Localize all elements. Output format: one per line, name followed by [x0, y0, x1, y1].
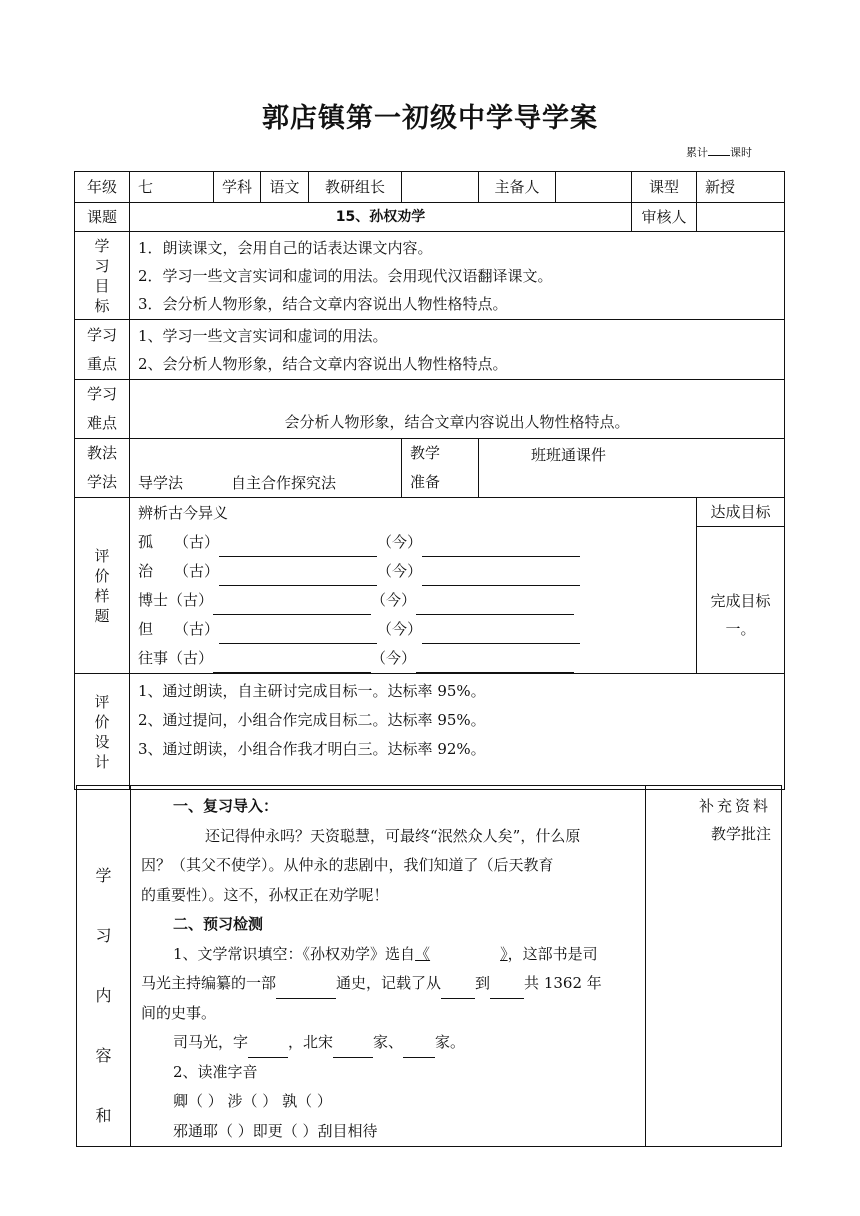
- target-value: 完成目标一。: [710, 592, 771, 638]
- question-literature: 马光主持编纂的一部 通史，记载了从 到 共 1362 年: [141, 969, 637, 999]
- review-paragraph: 的重要性）。这不，孙权正在劝学呢！: [141, 885, 389, 904]
- objective-item: 2．学习一些文言实词和虚词的用法。会用现代汉语翻译课文。: [138, 266, 553, 285]
- ancient-blank[interactable]: [219, 625, 377, 644]
- grade-value[interactable]: 七: [130, 172, 214, 203]
- question-literature: 1、文学常识填空：《孙权劝学》选自《 》，这部书是司: [173, 944, 598, 963]
- objective-item: 3．会分析人物形象，结合文章内容说出人物性格特点。: [138, 294, 508, 313]
- objective-item: 1．朗读课文，会用自己的话表达课文内容。: [138, 238, 433, 257]
- subject-label: 学科: [214, 172, 261, 203]
- learning-content-table: [76, 785, 782, 1147]
- courtesy-name-blank[interactable]: [248, 1039, 288, 1058]
- reviewer-value[interactable]: [697, 203, 785, 232]
- section-review-title: 一、复习导入：: [173, 797, 279, 815]
- side-notes: [646, 786, 782, 1147]
- ancient-modern-row: 孤 （古） （今）: [138, 528, 696, 557]
- review-paragraph: 还记得仲永吗？天资聪慧，可最终“泯然众人矣”，什么原: [205, 826, 581, 845]
- pronunciation-row[interactable]: 卿（ ） 涉（ ） 孰（ ）: [173, 1092, 332, 1110]
- topic-label: 课题: [75, 203, 130, 232]
- history-type-blank[interactable]: [276, 980, 336, 999]
- eval-design-item: 1、通过朗读，自主研讨完成目标一。达标率 95%。: [138, 682, 486, 700]
- ancient-modern-row: 治 （古） （今）: [138, 557, 696, 586]
- keypoint-item: 1、学习一些文言实词和虚词的用法。: [138, 326, 388, 345]
- method-2: 自主合作探究法: [231, 474, 337, 492]
- difficulty-content: 会分析人物形象，结合文章内容说出人物性格特点。: [130, 380, 785, 439]
- book-title-blank[interactable]: 《 》: [415, 944, 508, 963]
- modern-blank[interactable]: [422, 625, 580, 644]
- learning-content: [131, 786, 646, 1147]
- keypoint-item: 2、会分析人物形象，结合文章内容说出人物性格特点。: [138, 354, 508, 373]
- profession-blank-1[interactable]: [333, 1039, 373, 1058]
- review-paragraph: 因？（其父不使学）。从仲永的悲剧中，我们知道了（后天教育: [141, 856, 554, 874]
- difficulty-label: 学习 难点: [75, 380, 130, 439]
- lesson-type-value[interactable]: 新授: [697, 172, 785, 203]
- group-leader-value[interactable]: [402, 172, 479, 203]
- ancient-modern-row: 博士（古） （今）: [138, 586, 696, 615]
- modern-blank[interactable]: [416, 596, 574, 615]
- question-literature: 间的史事。: [141, 1003, 217, 1022]
- ancient-blank[interactable]: [219, 567, 377, 586]
- question-pronunciation: 2、读准字音: [173, 1062, 258, 1081]
- eval-sample-label: 评 价 样 题: [75, 498, 130, 674]
- ancient-blank[interactable]: [213, 596, 371, 615]
- keypoints-label: 学习 重点: [75, 320, 130, 380]
- modern-blank[interactable]: [422, 538, 580, 557]
- teaching-notes-label: 教学批注: [710, 825, 771, 843]
- preparer-label: 主备人: [479, 172, 556, 203]
- eval-design-label: 评 价 设 计: [75, 674, 130, 790]
- target-cell: [697, 498, 785, 674]
- pronunciation-row[interactable]: 邪通耶（ ）即更（ ）刮目相待: [173, 1121, 378, 1140]
- target-header: 达成目标: [697, 498, 784, 527]
- topic-value[interactable]: 15、孙权劝学: [130, 203, 632, 232]
- eval-design-item: 2、通过提问，小组合作完成目标二。达标率 95%。: [138, 711, 486, 729]
- end-period-blank[interactable]: [490, 980, 524, 999]
- grade-label: 年级: [75, 172, 130, 203]
- group-leader-label: 教研组长: [309, 172, 402, 203]
- ancient-modern-row: 但 （古） （今）: [138, 615, 696, 644]
- reviewer-label: 审核人: [632, 203, 697, 232]
- profession-blank-2[interactable]: [403, 1039, 435, 1058]
- section-preview-title: 二、预习检测: [173, 915, 264, 933]
- methods-content: [130, 439, 402, 498]
- modern-blank[interactable]: [416, 654, 574, 673]
- objectives-label: 学 习 目 标: [75, 232, 130, 320]
- eval-sample-heading: 辨析古今异义: [138, 504, 229, 522]
- ancient-modern-row: 往事（古） （今）: [138, 644, 696, 673]
- eval-sample-content: [130, 498, 697, 674]
- lesson-info-table: [74, 171, 785, 790]
- ancient-blank[interactable]: [213, 654, 371, 673]
- objectives-content: [130, 232, 785, 320]
- keypoints-content: [130, 320, 785, 380]
- eval-design-content: [130, 674, 785, 790]
- subject-value[interactable]: 语文: [261, 172, 309, 203]
- method-1: 导学法: [138, 474, 184, 492]
- prep-label: 教学 准备: [402, 439, 479, 498]
- supplement-label: 补充资料: [698, 797, 771, 815]
- lesson-type-label: 课型: [632, 172, 697, 203]
- learning-content-label: 学 习 内 容 和: [77, 786, 131, 1147]
- eval-design-item: 3、通过朗读，小组合作我才明白三。达标率 92%。: [138, 740, 486, 758]
- prep-value: 班班通课件: [479, 439, 785, 498]
- methods-label: 教法 学法: [75, 439, 130, 498]
- start-period-blank[interactable]: [441, 980, 475, 999]
- ancient-blank[interactable]: [219, 538, 377, 557]
- page-title: 郭店镇第一初级中学导学案: [262, 103, 598, 134]
- question-sima-guang: 司马光，字 ，北宋 家、 家。: [141, 1028, 637, 1058]
- cumulative-blank[interactable]: [708, 144, 730, 156]
- modern-blank[interactable]: [422, 567, 580, 586]
- preparer-value[interactable]: [556, 172, 632, 203]
- cumulative-hours: 累计 课时: [686, 146, 752, 159]
